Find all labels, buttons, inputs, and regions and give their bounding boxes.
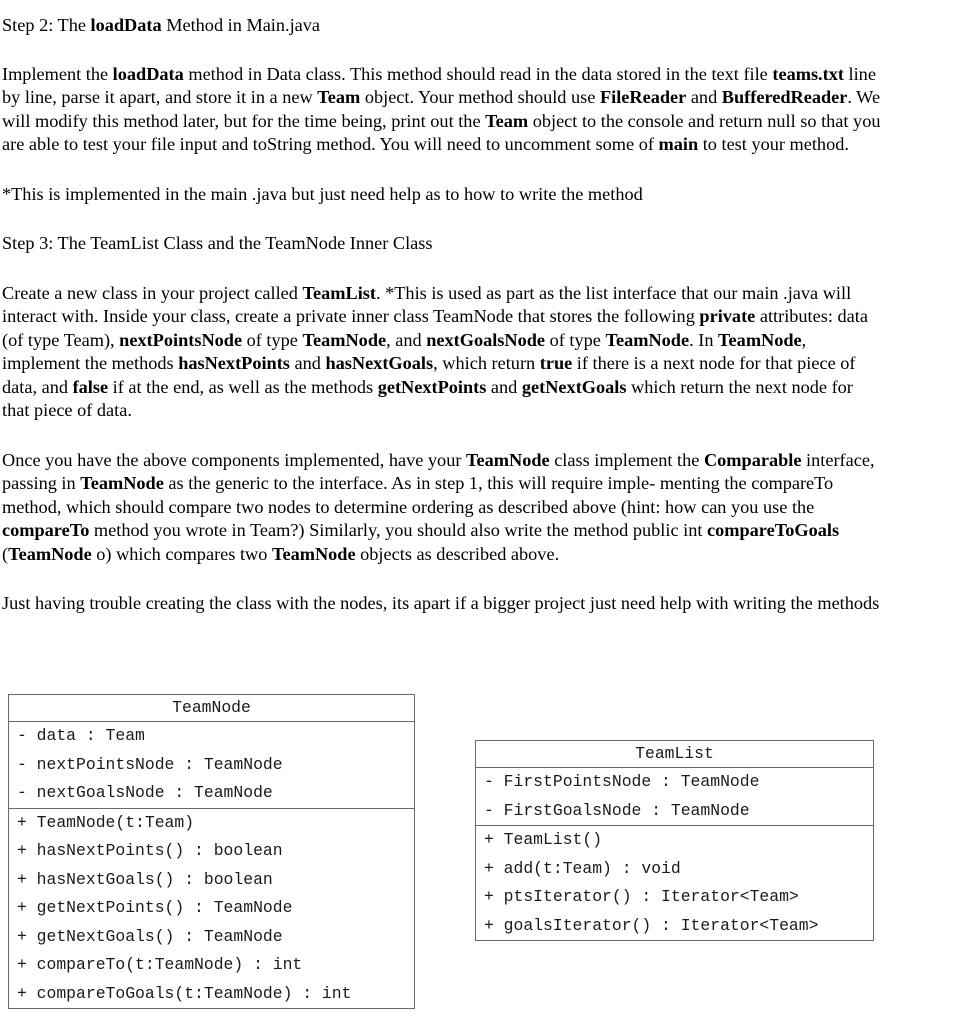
teamnode-uml-attributes [9, 722, 414, 809]
uml-method: + TeamNode(t:Team) [17, 812, 195, 832]
uml-method: + hasNextGoals() : boolean [17, 869, 273, 889]
teamlist-uml-title: TeamList [476, 741, 873, 768]
teamlist-uml-methods [476, 826, 873, 940]
uml-method: + ptsIterator() : Iterator<Team> [484, 887, 799, 906]
teamnode-uml-diagram [8, 694, 415, 1009]
step2-note: *This is implemented in the main .java but just need help as to how to write the method [2, 183, 643, 204]
uml-method: + getNextPoints() : TeamNode [17, 898, 293, 917]
teamnode-uml-methods [9, 809, 414, 1009]
step3-paragraph-2: Once you have the above components implemented, have your TeamNode class implement the Comparable interface, passing in TeamNode as the generic to the interface. As in step 1, this will require imple- menting the compareTo method, which should compare two nodes to determine ordering as described above (hint: how can you use the compareTo method you wrote in Team?) Similarly, you should also write the method public int compareToGoals (TeamNode o) which compares two TeamNode objects as described above. [2, 449, 875, 564]
step3-heading: Step 3: The TeamList Class and the TeamNode Inner Class [2, 233, 433, 253]
document-body [2, 14, 882, 616]
teamlist-uml-attributes [476, 768, 873, 826]
uml-method: + compareToGoals(t:TeamNode) : int [17, 983, 352, 1003]
step2-paragraph: Implement the loadData method in Data class. This method should read in the data stored in the text file teams.txt line by line, parse it apart, and store it in a new Team object. Your method should use FileReader and BufferedReader. We will modify this method later, but for the time being, print out the Team object to the console and return null so that you are able to test your file input and toString method. You will need to uncomment some of main to test your method. [2, 63, 881, 154]
step3-note: Just having trouble creating the class with the nodes, its apart if a bigger project just need help with writing the methods [2, 593, 880, 613]
uml-method: + add(t:Team) : void [484, 858, 681, 878]
uml-method: + getNextGoals() : TeamNode [17, 926, 283, 946]
uml-attribute: - FirstPointsNode : TeamNode [484, 772, 760, 791]
uml-method: + TeamList() [484, 830, 603, 849]
uml-method: + hasNextPoints() : boolean [17, 841, 283, 860]
step2-heading: Step 2: The loadData Method in Main.java [2, 15, 321, 35]
uml-attribute: - nextGoalsNode : TeamNode [17, 783, 273, 802]
uml-method: + goalsIterator() : Iterator<Team> [484, 915, 819, 935]
uml-attribute: - data : Team [17, 726, 145, 745]
step3-paragraph-1: Create a new class in your project called TeamList. *This is used as part as the list interface that our main .java will interact with. Inside your class, create a private inner class TeamNode that stores the following private attributes: data (of type Team), nextPointsNode of type TeamNode, and nextGoalsNode of type TeamNode. In TeamNode, implement the methods hasNextPoints and hasNextGoals, which return true if there is a next node for that piece of data, and false if at the end, as well as the methods getNextPoints and getNextGoals which return the next node for that piece of data. [2, 282, 868, 420]
uml-method: + compareTo(t:TeamNode) : int [17, 955, 303, 974]
teamlist-uml-diagram [475, 740, 874, 941]
uml-attribute: - nextPointsNode : TeamNode [17, 754, 283, 774]
teamnode-uml-title: TeamNode [9, 695, 414, 722]
uml-attribute: - FirstGoalsNode : TeamNode [484, 800, 750, 820]
